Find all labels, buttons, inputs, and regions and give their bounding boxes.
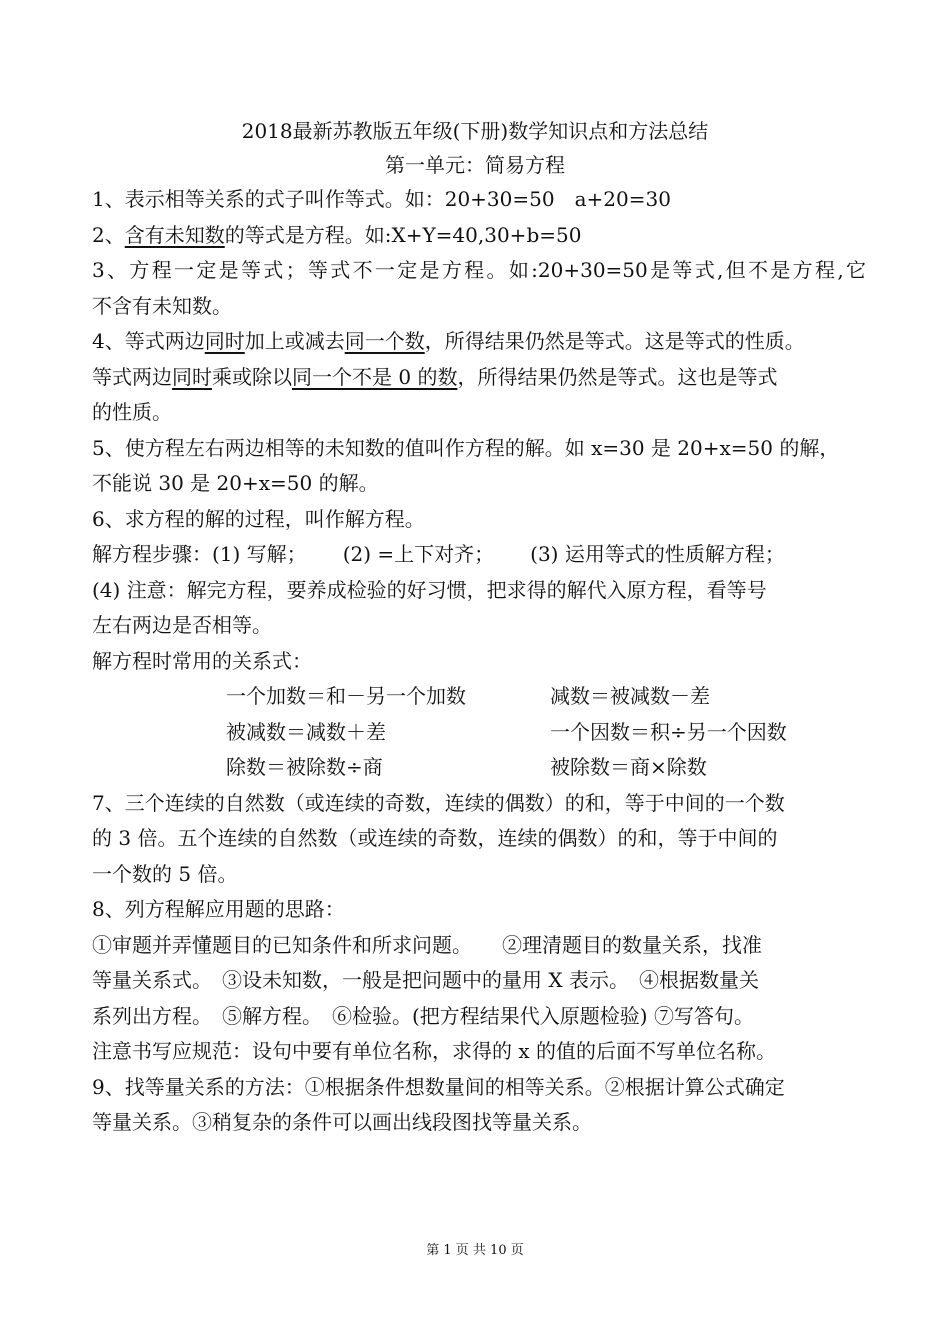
steps-line-1 (92, 537, 866, 573)
text-segment: 加上或减去 (244, 329, 345, 353)
text-segment: 2、 (92, 222, 125, 247)
item-8-line-2: 等量关系式。 ③设未知数，一般是把问题中的量用 X 表示。 ④根据数量关 (92, 968, 759, 992)
item-8: 8、列方程解应用题的思路： (92, 897, 345, 921)
formula: 被减数＝减数＋差 (226, 719, 386, 744)
item-3-line-1: 3、方程一定是等式；等式不一定是方程。如:20+30=50是等式,但不是方程,它 (92, 258, 866, 282)
item-4-line-2 (92, 360, 866, 396)
unit-title: 第一单元：简易方程 (385, 153, 565, 177)
formula: 减数＝被减数－差 (550, 684, 710, 708)
item-1: 1、表示相等关系的式子叫作等式。如：20+30=50 a+20=30 (92, 187, 671, 211)
text-segment: 乘或除以 (212, 364, 292, 389)
item-4-line-1 (92, 324, 866, 360)
item-8-line-4: 注意书写应规范：设句中要有单位名称，求得的 x 的值的后面不写单位名称。 (92, 1039, 776, 1063)
steps-line-3: 左右两边是否相等。 (92, 613, 272, 637)
page-footer: 第 1 页 共 10 页 (426, 1243, 524, 1258)
item-8-line-1: ①审题并弄懂题目的已知条件和所求问题。 ②理清题目的数量关系，找准 (92, 932, 762, 957)
formula-row (92, 715, 866, 751)
item-6: 6、求方程的解的过程，叫作解方程。 (92, 506, 425, 531)
item-5-line-2: 不能说 30 是 20+x=50 的解。 (92, 471, 379, 495)
text-segment: ，所得结果仍然是等式。这也是等式 (457, 364, 778, 389)
text-segment: (3) 运用等式的性质解方程； (530, 542, 785, 566)
underlined-term: 同时 (204, 329, 245, 353)
formula: 一个因数＝积÷另一个因数 (550, 719, 787, 744)
text-segment: 等式两边 (92, 364, 172, 389)
steps-line-2: (4) 注意：解完方程，要养成检验的好习惯，把求得的解代入原方程，看等号 (92, 577, 767, 602)
item-7-line-1: 7、三个连续的自然数（或连续的奇数，连续的偶数）的和，等于中间的一个数 (92, 790, 785, 815)
underlined-term: 同一个数 (344, 329, 425, 353)
formula-row (92, 750, 866, 786)
underlined-term: 同时 (172, 364, 212, 389)
document-title: 2018最新苏教版五年级(下册)数学知识点和方法总结 (241, 119, 709, 143)
formula: 除数＝被除数÷商 (226, 755, 383, 779)
item-4-line-3: 的性质。 (92, 400, 172, 424)
formula-row (92, 679, 866, 715)
item-9-line-1: 9、找等量关系的方法：①根据条件想数量间的相等关系。②根据计算公式确定 (92, 1074, 785, 1099)
formula-table (92, 679, 866, 786)
formula: 被除数＝商×除数 (550, 755, 707, 779)
formula: 一个加数＝和－另一个加数 (226, 684, 466, 708)
item-9-line-2: 等量关系。③稍复杂的条件可以画出线段图找等量关系。 (92, 1110, 592, 1134)
document-body (92, 182, 866, 1141)
text-segment: ，所得结果仍然是等式。这是等式的性质。 (424, 329, 805, 353)
text-segment: 4、等式两边 (92, 329, 205, 353)
item-7-line-3: 一个数的 5 倍。 (92, 861, 238, 886)
item-8-line-3: 系列出方程。 ⑤解方程。 ⑥检验。(把方程结果代入原题检验) ⑦写答句。 (92, 1003, 754, 1028)
underlined-term: 含有未知数 (124, 222, 225, 247)
item-2 (92, 218, 866, 254)
text-segment: (2) =上下对齐； (342, 542, 495, 566)
relations-heading: 解方程时常用的关系式： (92, 648, 312, 673)
text-segment: 解方程步骤：(1) 写解； (92, 542, 307, 566)
underlined-term: 同一个不是 0 的数 (292, 364, 458, 389)
item-7-line-2: 的 3 倍。五个连续的自然数（或连续的奇数，连续的偶数）的和，等于中间的 (92, 826, 778, 850)
text-segment: 的等式是方程。如:X+Y=40,30+b=50 (224, 222, 582, 247)
item-3-line-2: 不含有未知数。 (92, 293, 232, 318)
item-5-line-1: 5、使方程左右两边相等的未知数的值叫作方程的解。如 x=30 是 20+x=50 的解， (92, 435, 840, 460)
